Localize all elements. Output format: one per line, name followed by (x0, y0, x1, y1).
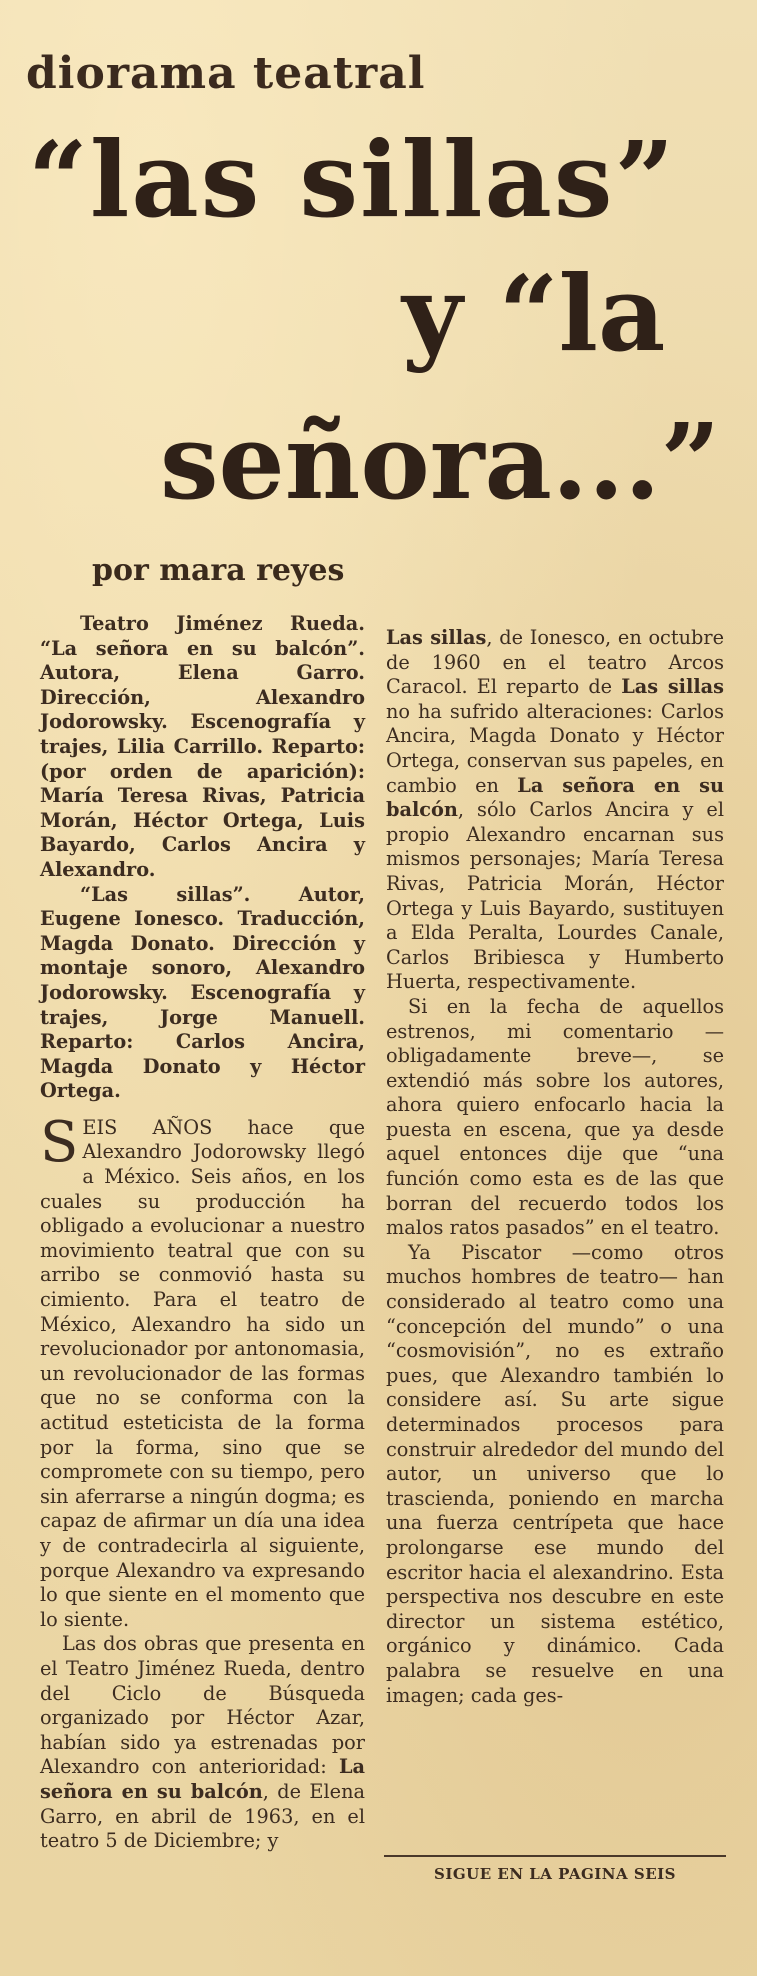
headline-line-2: y “la (402, 252, 666, 375)
byline: por mara reyes (92, 553, 345, 588)
headline-line-1: “las sillas” (28, 118, 677, 241)
work-title-sillas-1: Las sillas (386, 626, 487, 649)
article-column-left (40, 612, 365, 1854)
credits-paragraph-2: “Las sillas”. Autor, Eugene Ionesco. Traducción, Magda Donato. Dirección y montaje sonoro, Alexandro Jodorowsky. Escenografía y trajes, Jorge Manuell. Reparto: Carlos Ancira, Magda Donato y Héctor Ortega. (40, 882, 365, 1103)
article-paragraph-1 (40, 1109, 365, 1632)
credits-paragraph-1: Teatro Jiménez Rueda. “La señora en su balcón”. Autora, Elena Garro. Dirección, Alexandro Jodorowsky. Escenografía y trajes, Lilia Carrillo. Reparto: (por orden de aparición): María Teresa Rivas, Patricia Morán, Héctor Ortega, Luis Bayardo, Carlos Ancira y Alexandro. (40, 612, 365, 881)
article-paragraph-2 (40, 1632, 365, 1853)
article-paragraph-2-text-a: Las dos obras que presenta en el Teatro Jiménez Rueda, dentro del Ciclo de Búsqueda organizado por Héctor Azar, habían sido ya estrenadas por Alexandro con anterioridad: (40, 1632, 365, 1779)
work-title-senora: La señora en su balcón (40, 1755, 365, 1803)
article-paragraph-2-text-b: , de Elena Garro, en abril de 1963, en el teatro 5 de Diciembre; y (40, 1779, 365, 1853)
article-paragraph-2-text-c: , de Ionesco, en octubre de 1960 en el teatro Arcos Caracol. El reparto de (386, 626, 724, 699)
work-title-senora-2: La señora en su balcón (386, 773, 724, 822)
continued-on-page-note: SIGUE EN LA PAGINA SEIS (384, 1855, 726, 1883)
work-title-sillas-2: Las sillas (621, 675, 724, 699)
headline-line-3: señora...” (160, 400, 721, 523)
section-title: diorama teatral (26, 48, 426, 99)
article-paragraph-3: Si en la fecha de aquellos estrenos, mi comentario —obligadamente breve—, se extendió más sobre los autores, ahora quiero enfocarlo hacia la puesta en escena, que ya desde aquel entonces dije que “una función como esta es de las que borran del recuerdo todos los malos ratos pasados” en el teatro. (386, 994, 724, 1240)
article-column-right (386, 626, 724, 1708)
drop-cap: S (40, 1109, 79, 1175)
article-paragraph-4: Ya Piscator —como otros muchos hombres de teatro— han considerado al teatro como una “concepción del mundo” o una “cosmovisión”, no es extraño pues, que Alexandro también lo considere así. Su arte sigue determinados procesos para construir alrededor del mundo del autor, un universo que lo trascienda, poniendo en marcha una fuerza centrípeta que hace prolongarse ese mundo del escritor hacia el alexandrino. Esta perspectiva nos descubre en este director un sistema estético, orgánico y dinámico. Cada palabra se resuelve en una imagen; cada ges- (386, 1240, 724, 1707)
article-paragraph-2-cont (386, 626, 724, 995)
article-paragraph-1-text: EIS AÑOS hace que Alexandro Jodorowsky llegó a México. Seis años, en los cuales su producción ha obligado a evolucionar a nuestro movimiento teatral que con su arribo se conmovió hasta su cimiento. Para el teatro de México, Alexandro ha sido un revolucionador por antonomasia, un revolucionador de las formas que no se conforma con la actitud esteticista de la forma por la forma, sino que se compromete con su tiempo, pero sin aferrarse a ningún dogma; es capaz de afirmar un día una idea y de contradecirla al siguiente, porque Alexandro va expresando lo que siente en el momento que lo siente. (40, 1115, 365, 1631)
article-paragraph-2-text-d: no ha sufrido alteraciones: Carlos Ancira, Magda Donato y Héctor Ortega, conservan sus papeles, en cambio en (386, 699, 724, 797)
article-paragraph-2-text-e: , sólo Carlos Ancira y el propio Alexandro encarnan sus mismos personajes; María Teresa Rivas, Patricia Morán, Héctor Ortega y Luis Bayardo, sustituyen a Elda Peralta, Lourdes Canale, Carlos Bribiesca y Humberto Huerta, respectivamente. (386, 798, 724, 994)
